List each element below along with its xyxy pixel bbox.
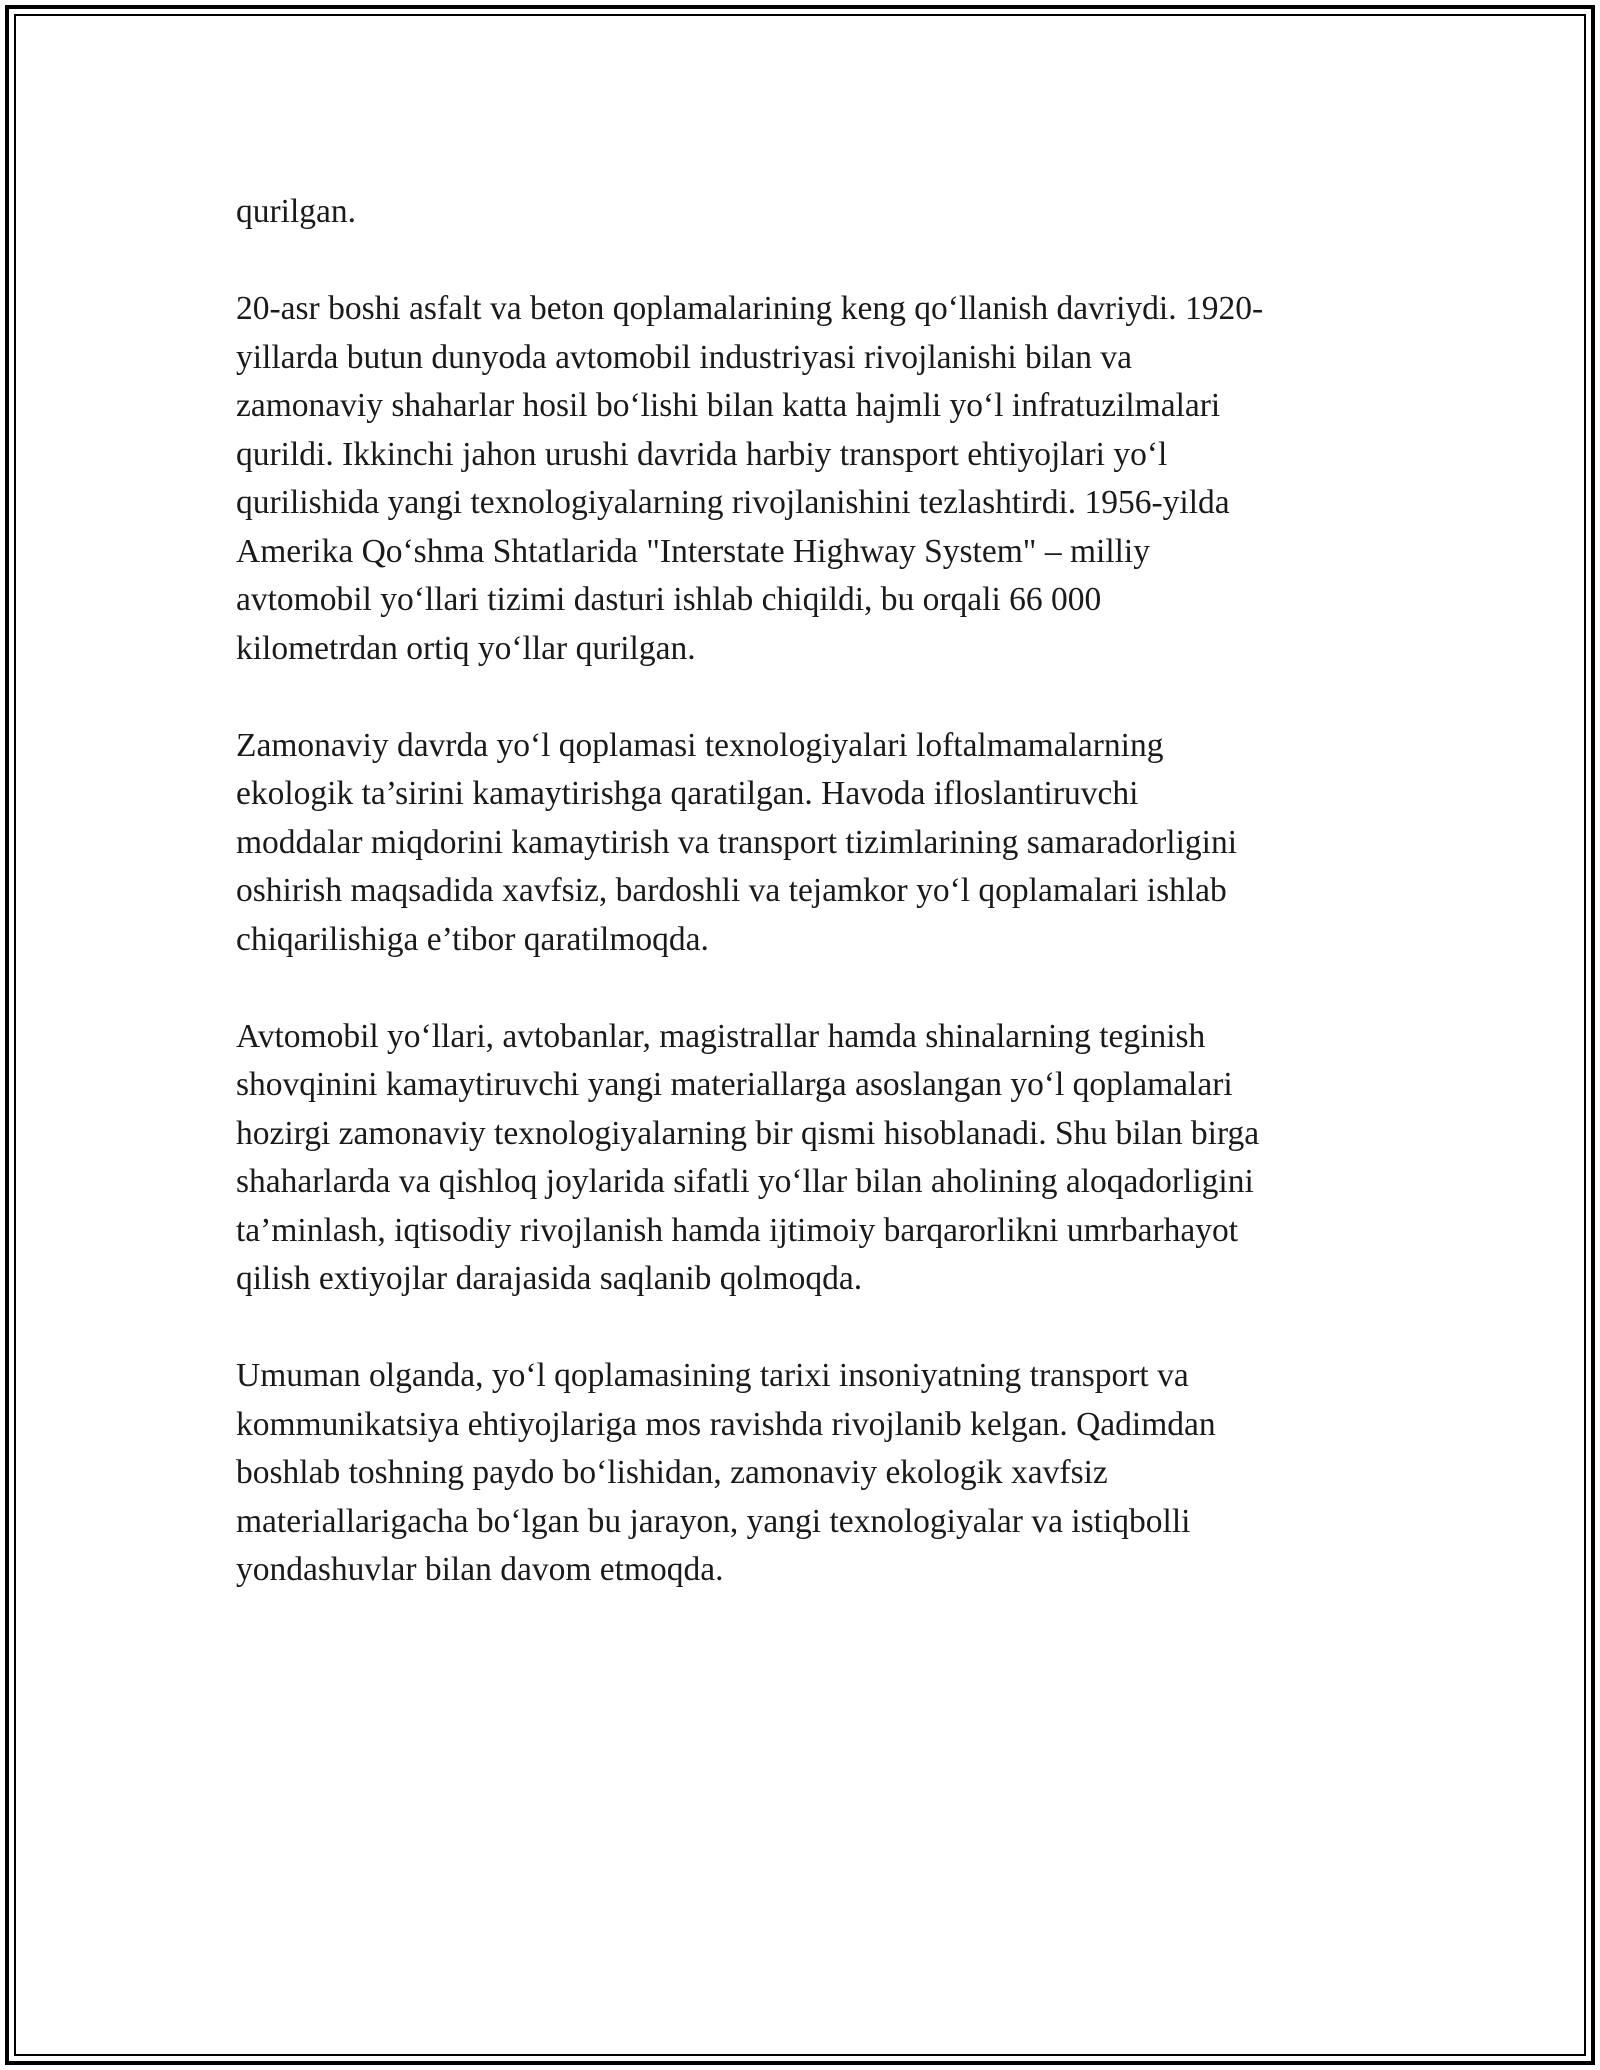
- document-body: [236, 188, 1376, 1643]
- paragraph-modern-materials: Avtomobil yo‘llari, avtobanlar, magistrallar hamda shinalarning teginish shovqinini kamaytiruvchi yangi materiallarga asoslangan yo‘l qoplamalari hozirgi zamonaviy texnologiyalarning bir qismi hisoblanadi. Shu bilan birga shaharlarda va qishloq joylarida sifatli yo‘llar bilan aholining aloqadorligini ta’minlash, iqtisodiy rivojlanish hamda ijtimoiy barqarorlikni umrbarhayot qilish extiyojlar darajasida saqlanib qolmoqda.: [236, 1017, 1260, 1297]
- paragraph-20th-century-history: 20-asr boshi asfalt va beton qoplamalarining keng qo‘llanish davriydi. 1920- yillarda butun dunyoda avtomobil industriyasi rivojlanishi bilan va zamonaviy shaharlar hosil bo‘lishi bilan katta hajmli yo‘l infratuzilmalari qurildi. Ikkinchi jahon urushi davrida harbiy transport ehtiyojlari yo‘l qurilishida yangi texnologiyalarning rivojlanishini tezlashtirdi. 1956-yilda Amerika Qo‘shma Shtatlarida "Interstate Highway System" – milliy avtomobil yo‘llari tizimi dasturi ishlab chiqildi, bu orqali 66 000 kilometrdan ortiq yo‘llar qurilgan.: [236, 290, 1264, 667]
- paragraph-continuation: qurilgan.: [236, 193, 357, 230]
- paragraph-modern-era: Zamonaviy davrda yo‘l qoplamasi texnologiyalari loftalmamalarning ekologik ta’sirini kamaytirishga qaratilgan. Havoda ifloslantiruvchi moddalar miqdorini kamaytirish va transport tizimlarining samaradorligini oshirish maqsadida xavfsiz, bardoshli va tejamkor yo‘l qoplamalari ishlab chiqarilishiga e’tibor qaratilmoqda.: [236, 726, 1238, 958]
- paragraph-conclusion: Umuman olganda, yo‘l qoplamasining tarixi insoniyatning transport va kommunikatsiya ehtiyojlariga mos ravishda rivojlanib kelgan. Qadimdan boshlab toshning paydo bo‘lishidan, zamonaviy ekologik xavfsiz materiallarigacha bo‘lgan bu jarayon, yangi texnologiyalar va istiqbolli yondashuvlar bilan davom etmoqda.: [236, 1357, 1216, 1588]
